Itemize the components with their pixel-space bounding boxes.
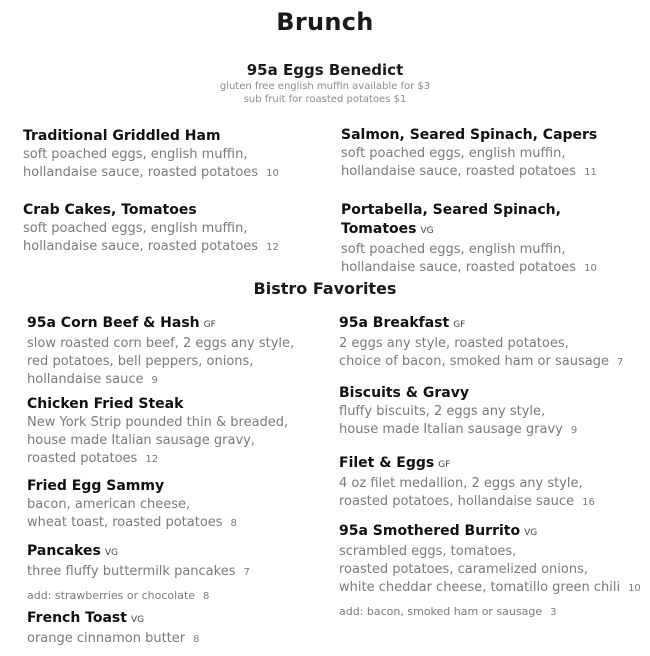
item-name-text: Chicken Fried Steak (27, 396, 184, 412)
item-name-text: 95a Breakfast (339, 315, 450, 331)
bistro-heading: Bistro Favorites (253, 279, 397, 298)
item-price: 11 (584, 167, 597, 178)
benedict-header (0, 60, 650, 106)
item-description-line: roasted potatoes, caramelized onions, (339, 562, 589, 577)
item-price: 9 (570, 425, 578, 436)
item-diet-tag: VG (420, 226, 434, 236)
item-description-line: bacon, american cheese, (27, 497, 191, 512)
item-description-line: soft poached eggs, english muffin, (23, 221, 248, 236)
item-addon: add: strawberries or chocolate 8 (27, 589, 210, 602)
item-description-line: hollandaise sauce, roasted potatoes 10 (23, 165, 279, 180)
item-price: 9 (151, 375, 158, 386)
benedict-heading: 95a Eggs Benedict (246, 61, 404, 79)
benedict-note-gluten-free: gluten free english muffin available for $3 (219, 81, 431, 92)
item-description-line: New York Strip pounded thin & breaded, (27, 415, 289, 430)
item-name-text: French Toast (27, 610, 127, 626)
item-description-line: three fluffy buttermilk pancakes 7 (27, 564, 250, 579)
item-description-line: hollandaise sauce 9 (27, 372, 158, 387)
item-name (27, 542, 250, 563)
item-price: 16 (582, 497, 595, 508)
item-description-line: wheat toast, roasted potatoes 8 (27, 515, 237, 530)
item-name-text: Traditional Griddled Ham (23, 128, 221, 144)
item-description-line: red potatoes, bell peppers, onions, (27, 354, 254, 369)
item-addon: add: bacon, smoked ham or sausage 3 (339, 605, 557, 618)
item-name (23, 201, 279, 220)
item-name-text: Pancakes (27, 543, 101, 559)
item-price: 12 (145, 454, 159, 465)
item-description-line: soft poached eggs, english muffin, (341, 146, 566, 161)
item-name (339, 314, 623, 335)
item-description-line: orange cinnamon butter 8 (27, 631, 200, 646)
item-description-line: soft poached eggs, english muffin, (341, 242, 566, 257)
item-description-line: scrambled eggs, tomatoes, (339, 544, 517, 559)
item-description-line: slow roasted corn beef, 2 eggs any style, (27, 336, 295, 351)
item-price: 10 (584, 263, 597, 274)
item-description-line: fluffy biscuits, 2 eggs any style, (339, 404, 546, 419)
item-name (27, 477, 237, 496)
menu-item (27, 542, 250, 605)
menu-item (27, 395, 288, 469)
item-description-line: choice of bacon, smoked ham or sausage 7 (339, 354, 624, 369)
item-name-text: Fried Egg Sammy (27, 478, 165, 494)
item-price: 10 (266, 168, 279, 179)
addon-price: 3 (550, 607, 557, 618)
item-name (27, 609, 199, 630)
item-name (341, 126, 597, 145)
item-price: 7 (616, 357, 624, 368)
item-diet-tag: GF (453, 320, 466, 330)
item-description-line: house made Italian sausage gravy 9 (339, 422, 578, 437)
menu-item (339, 522, 641, 621)
item-diet-tag: VG (130, 615, 145, 625)
item-name (339, 522, 641, 543)
item-name (27, 395, 288, 414)
menu-item (23, 127, 279, 183)
item-name-text: Filet & Eggs (339, 455, 435, 471)
item-price: 7 (243, 567, 250, 578)
item-name-text: Portabella, Seared Spinach, Tomatoes (341, 202, 561, 237)
item-price: 8 (230, 518, 237, 529)
menu-item (339, 314, 623, 372)
item-name (27, 314, 294, 335)
item-name (339, 384, 577, 403)
item-diet-tag: GF (438, 460, 451, 470)
item-diet-tag: VG (104, 548, 118, 558)
item-price: 10 (628, 583, 641, 594)
item-description-line: soft poached eggs, english muffin, (23, 147, 248, 162)
menu-title: Brunch (276, 8, 374, 36)
item-description-line: hollandaise sauce, roasted potatoes 11 (341, 164, 597, 179)
item-name (341, 201, 650, 241)
menu-item (27, 609, 199, 649)
menu-item (27, 314, 294, 390)
item-description-line: white cheddar cheese, tomatillo green chili 10 (339, 580, 641, 595)
item-name-text: 95a Smothered Burrito (339, 523, 521, 539)
item-name-text: Biscuits & Gravy (339, 385, 469, 401)
item-name-text: Salmon, Seared Spinach, Capers (341, 127, 598, 143)
item-description-line: hollandaise sauce, roasted potatoes 12 (23, 239, 279, 254)
item-description-line: roasted potatoes 12 (27, 451, 159, 466)
addon-price: 8 (203, 591, 210, 602)
menu-item (339, 454, 595, 512)
menu-item (341, 201, 650, 278)
item-description-line: house made Italian sausage gravy, (27, 433, 255, 448)
menu-item (27, 477, 237, 533)
item-price: 8 (193, 634, 200, 645)
item-price: 12 (266, 242, 279, 253)
item-name-text: Crab Cakes, Tomatoes (23, 202, 197, 218)
menu-item (341, 126, 597, 182)
item-name-text: 95a Corn Beef & Hash (27, 315, 200, 331)
item-description-line: 4 oz filet medallion, 2 eggs any style, (339, 476, 583, 491)
item-description-line: roasted potatoes, hollandaise sauce 16 (339, 494, 595, 509)
menu-item (339, 384, 577, 440)
item-name (339, 454, 595, 475)
menu-item (23, 201, 279, 257)
item-diet-tag: GF (203, 320, 216, 330)
item-name (23, 127, 279, 146)
item-description-line: 2 eggs any style, roasted potatoes, (339, 336, 569, 351)
item-diet-tag: VG (524, 528, 538, 538)
benedict-note-sub-fruit: sub fruit for roasted potatoes $1 (243, 94, 407, 105)
item-description-line: hollandaise sauce, roasted potatoes 10 (341, 260, 597, 275)
